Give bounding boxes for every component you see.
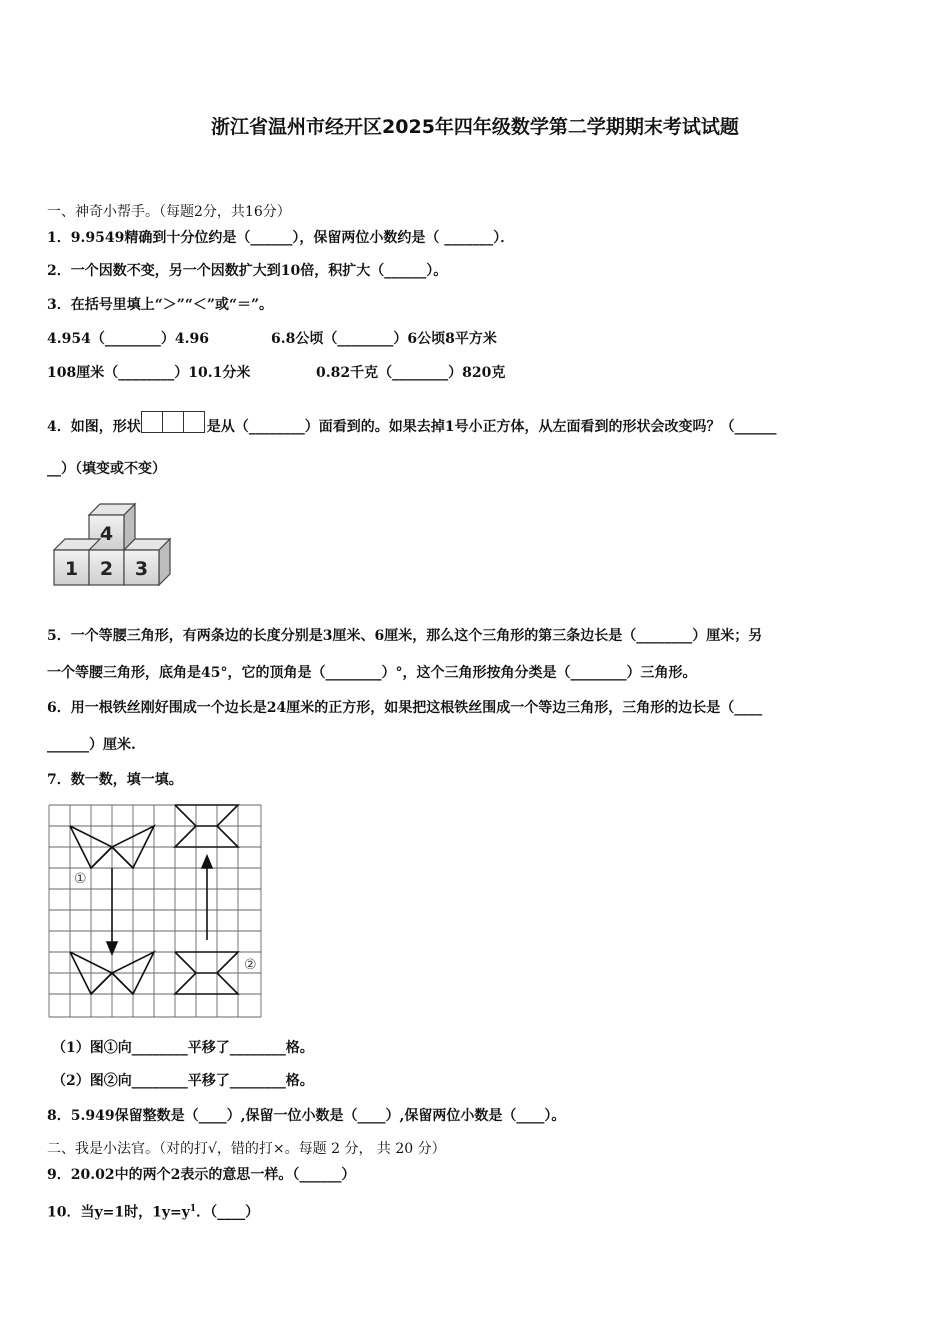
question-6-line2: ______）厘米. — [47, 737, 136, 753]
question-10-text: 10．当y=1时，1y=y — [47, 1204, 190, 1221]
shape-2-label: ② — [244, 957, 257, 973]
question-2: 2．一个因数不变，另一个因数扩大到10倍，积扩大（______）。 — [47, 263, 448, 279]
question-10-blank: ．（____） — [196, 1204, 260, 1221]
question-3-item-d: 0.82千克（________）820克 — [316, 365, 506, 381]
cube-label-3: 3 — [134, 558, 149, 580]
question-4-part1: 4．如图，形状 — [47, 419, 141, 435]
cube-label-2: 2 — [99, 558, 114, 580]
three-squares-shape — [141, 411, 207, 440]
section1-heading: 一、神奇小帮手。（每题2分，共16分） — [47, 204, 291, 220]
question-3-item-c: 108厘米（________）10.1分米 — [47, 365, 251, 381]
question-3-item-a: 4.954（________）4.96 — [47, 331, 209, 347]
question-10-exponent: 1 — [189, 1204, 197, 1214]
question-1: 1．9.9549精确到十分位约是（______），保留两位小数约是（ _______）． — [47, 230, 515, 246]
question-4-line — [47, 411, 777, 440]
question-4-continued: __）（填变或不变） — [47, 461, 166, 477]
question-7-stem: 7．数一数，填一填。 — [47, 772, 183, 788]
question-8: 8．5.949保留整数是（____）,保留一位小数是（____）,保留两位小数是（____）。 — [47, 1108, 566, 1124]
arrow-down-icon — [107, 868, 117, 954]
question-6-line1: 6．用一根铁丝刚好围成一个边长是24厘米的正方形，如果把这根铁丝围成一个等边三角形，三角形的边长是（____ — [47, 700, 763, 716]
question-5-line2: 一个等腰三角形，底角是45°，它的顶角是（________）°，这个三角形按角分类是（________）三角形。 — [47, 665, 697, 681]
section2-heading: 二、我是小法官。（对的打√，错的打×。每题 2 分， 共 20 分） — [47, 1141, 446, 1157]
page-title: 浙江省温州市经开区2025年四年级数学第二学期期末考试试题 — [211, 116, 739, 138]
question-9: 9．20.02中的两个2表示的意思一样。（______） — [47, 1167, 356, 1183]
question-3-stem: 3．在括号里填上“＞”“＜”或“＝”。 — [47, 297, 274, 313]
arrow-up-icon — [202, 856, 212, 940]
shape-1-label: ① — [74, 871, 87, 887]
cube-stack-figure — [52, 501, 176, 587]
cube-label-1: 1 — [64, 558, 79, 580]
translation-grid-figure — [48, 804, 266, 1020]
cube-label-4: 4 — [99, 523, 114, 545]
question-10 — [47, 1200, 259, 1222]
question-7-sub2: （2）图②向________平移了________格。 — [52, 1073, 314, 1089]
question-7-sub1: （1）图①向________平移了________格。 — [52, 1040, 314, 1056]
question-3-item-b: 6.8公顷（________）6公顷8平方米 — [271, 331, 497, 347]
question-5-line1: 5．一个等腰三角形，有两条边的长度分别是3厘米、6厘米，那么这个三角形的第三条边长是（________）厘米；另 — [47, 628, 763, 644]
question-4-part2: 是从（________）面看到的。如果去掉1号小正方体，从左面看到的形状会改变吗？（______ — [206, 419, 777, 435]
